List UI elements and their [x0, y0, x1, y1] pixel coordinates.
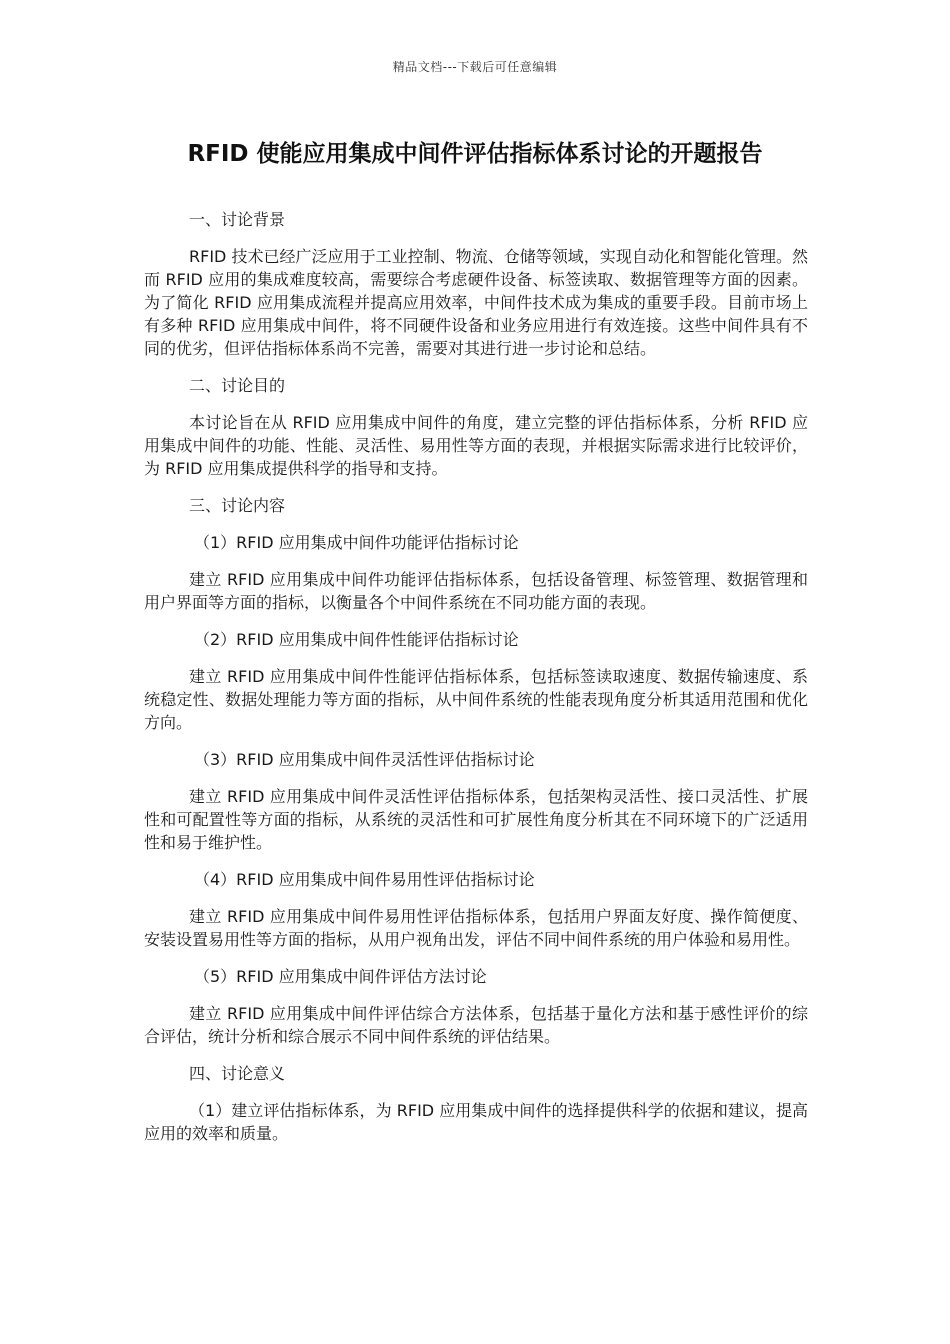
subheading-usability: （4）RFID 应用集成中间件易用性评估指标讨论 [194, 870, 535, 889]
paragraph-evaluation-method: 建立 RFID 应用集成中间件评估综合方法体系，包括基于量化方法和基于感性评价的综合评估，统计分析和综合展示不同中间件系统的评估结果。 [144, 1004, 808, 1046]
subheading-flexibility: （3）RFID 应用集成中间件灵活性评估指标讨论 [194, 750, 535, 769]
paragraph-function: 建立 RFID 应用集成中间件功能评估指标体系，包括设备管理、标签管理、数据管理和用户界面等方面的指标，以衡量各个中间件系统在不同功能方面的表现。 [144, 570, 808, 612]
paragraph-significance-1: （1）建立评估指标体系，为 RFID 应用集成中间件的选择提供科学的依据和建议，提高应用的效率和质量。 [144, 1101, 808, 1143]
section-heading-content: 三、讨论内容 [189, 496, 286, 515]
subheading-performance: （2）RFID 应用集成中间件性能评估指标讨论 [194, 630, 519, 649]
paragraph-background: RFID 技术已经广泛应用于工业控制、物流、仓储等领域，实现自动化和智能化管理。然而 RFID 应用的集成难度较高，需要综合考虑硬件设备、标签读取、数据管理等方面的因素。为了简化 RFID 应用集成流程并提高应用效率，中间件技术成为集成的重要手段。目前市场上有多种 RFID 应用集成中间件，将不同硬件设备和业务应用进行有效连接。这些中间件具有不同的优劣，但评估指标体系尚不完善，需要对其进行进一步讨论和总结。 [144, 247, 808, 358]
header-note: 精品文档---下载后可任意编辑 [392, 60, 558, 74]
subheading-function: （1）RFID 应用集成中间件功能评估指标讨论 [194, 533, 519, 552]
paragraph-performance: 建立 RFID 应用集成中间件性能评估指标体系，包括标签读取速度、数据传输速度、系统稳定性、数据处理能力等方面的指标，从中间件系统的性能表现角度分析其适用范围和优化方向。 [144, 667, 808, 732]
document-title: RFID 使能应用集成中间件评估指标体系讨论的开题报告 [187, 141, 763, 167]
subheading-evaluation-method: （5）RFID 应用集成中间件评估方法讨论 [194, 967, 487, 986]
paragraph-flexibility: 建立 RFID 应用集成中间件灵活性评估指标体系，包括架构灵活性、接口灵活性、扩展性和可配置性等方面的指标，从系统的灵活性和可扩展性角度分析其在不同环境下的广泛适用性和易于维护性。 [144, 787, 808, 852]
document-body [144, 208, 808, 1159]
section-heading-purpose: 二、讨论目的 [189, 376, 286, 395]
paragraph-purpose: 本讨论旨在从 RFID 应用集成中间件的角度，建立完整的评估指标体系，分析 RFID 应用集成中间件的功能、性能、灵活性、易用性等方面的表现，并根据实际需求进行比较评价，为 RFID 应用集成提供科学的指导和支持。 [144, 413, 808, 478]
section-heading-significance: 四、讨论意义 [189, 1064, 286, 1083]
section-heading-background: 一、讨论背景 [189, 210, 286, 229]
paragraph-usability: 建立 RFID 应用集成中间件易用性评估指标体系，包括用户界面友好度、操作简便度、安装设置易用性等方面的指标，从用户视角出发，评估不同中间件系统的用户体验和易用性。 [144, 907, 808, 949]
